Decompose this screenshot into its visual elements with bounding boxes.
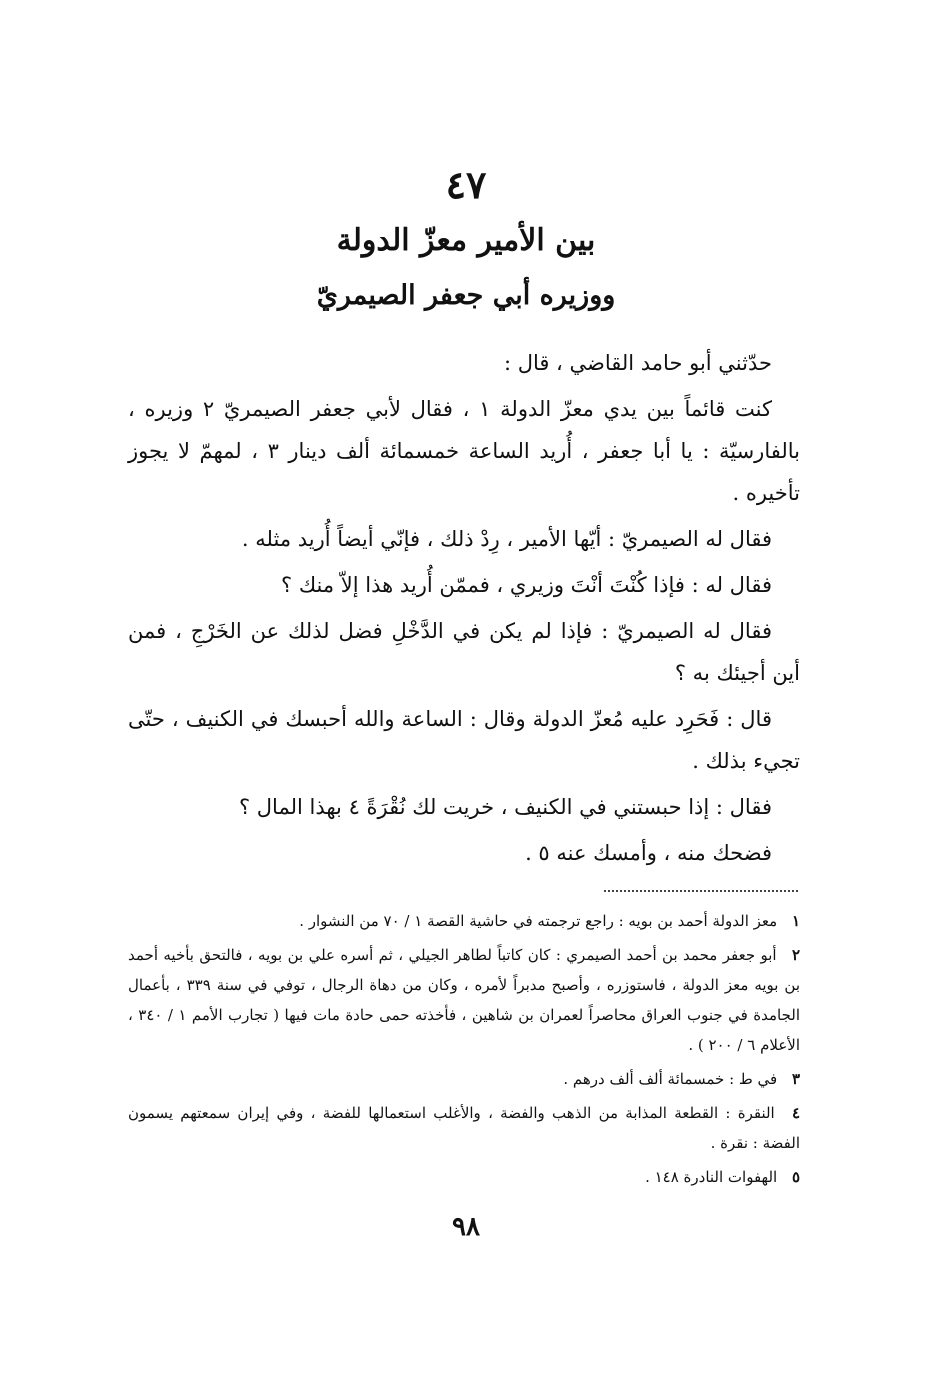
footnote-number: ٢ <box>791 946 800 964</box>
chapter-title-line-1: بين الأمير معزّ الدولة <box>336 223 596 258</box>
footnote <box>128 906 800 936</box>
footnote-number: ٥ <box>791 1168 800 1186</box>
paragraph: فقال له : فإذا كُنْتَ أنْتَ وزيري ، فممّن أُريد هذا إلاّ منك ؟ <box>281 573 772 597</box>
footnote-text: أبو جعفر محمد بن أحمد الصيمري : كان كاتباً لطاهر الجيلي ، ثم أسره علي بن بويه ، فالتحق بأخيه أحمد بن بويه معز الدولة ، فاستوزره ، وأصبح مدبراً لأمره ، وكان من دهاة الرجال ، توفي في سنة ٣٣٩ ، بأعمال الجامدة في جنوب العراق محاصراً لعمران بن شاهين ، فأخذته حمى حادة مات فيها ( تجارب الأمم ١ / ٣٤٠ ، الأعلام ٦ / ٢٠٠ ) . <box>128 946 800 1054</box>
footnote-number: ٤ <box>791 1104 800 1122</box>
footnote-text: في ط : خمسمائة ألف ألف درهم . <box>563 1070 778 1088</box>
paragraph-narrator: حدّثني أبو حامد القاضي ، قال : <box>503 351 772 375</box>
main-text <box>128 342 800 878</box>
paragraph: فقال له الصيمريّ : فإذا لم يكن في الدَّخْلِ فضل لذلك عن الخَرْجِ ، فمن أين أجيئك به ؟ <box>128 619 800 685</box>
footnote-text: معز الدولة أحمد بن بويه : راجع ترجمته في حاشية القصة ١ / ٧٠ من النشوار . <box>299 912 778 930</box>
chapter-title-line-2: ووزيره أبي جعفر الصيمريّ <box>316 280 616 311</box>
paragraph: فقال : إذا حبستني في الكنيف ، خريت لك نُقْرَةً ٤ بهذا المال ؟ <box>238 795 772 819</box>
footnote <box>128 1098 800 1158</box>
footnote <box>128 940 800 1060</box>
footnote-separator <box>604 890 798 892</box>
footnote-number: ٣ <box>791 1070 800 1088</box>
footnote <box>128 1064 800 1094</box>
paragraph: فضحك منه ، وأمسك عنه ٥ . <box>525 841 772 865</box>
paragraph: فقال له الصيمريّ : أيّها الأمير ، رِدْ ذلك ، فإنّي أيضاً أُريد مثله . <box>241 527 772 551</box>
footnotes <box>128 906 800 1196</box>
chapter-number: ٤٧ <box>445 162 487 207</box>
paragraph: قال : فَحَرِد عليه مُعزّ الدولة وقال : الساعة والله أحبسك في الكنيف ، حتّى تجيء بذلك . <box>128 707 800 773</box>
footnote <box>128 1162 800 1192</box>
footnote-text: النقرة : القطعة المذابة من الذهب والفضة ، والأغلب استعمالها للفضة ، وفي إيران سمعتهم يسمون الفضة : نقرة . <box>128 1104 800 1152</box>
paragraph: كنت قائماً بين يدي معزّ الدولة ١ ، فقال لأبي جعفر الصيمريّ ٢ وزيره ، بالفارسيّة : يا أبا جعفر ، أُريد الساعة خمسمائة ألف دينار ٣ ، لمهمّ لا يجوز تأخيره . <box>128 397 800 505</box>
footnote-number: ١ <box>791 912 800 930</box>
footnote-text: الهفوات النادرة ١٤٨ . <box>645 1168 778 1186</box>
page-number: ٩٨ <box>452 1212 480 1242</box>
